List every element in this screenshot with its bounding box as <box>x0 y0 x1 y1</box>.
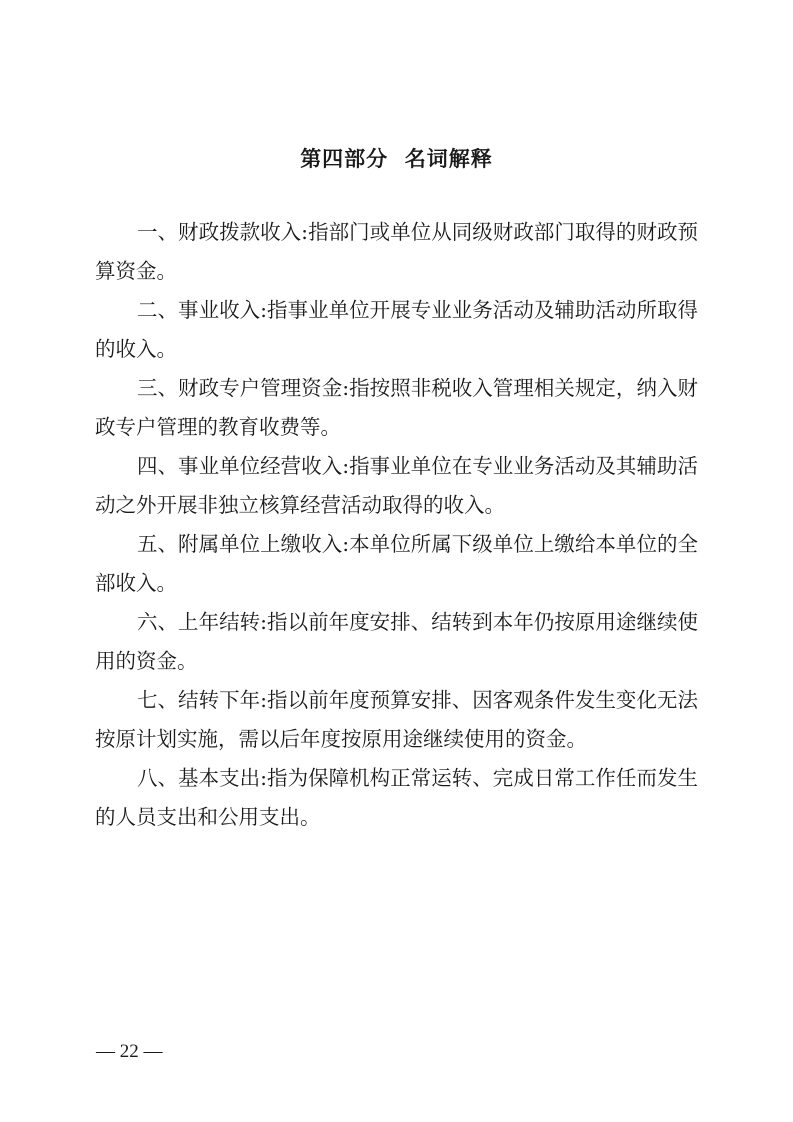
definition-paragraph: 八、基本支出:指为保障机构正常运转、完成日常工作任而发生的人员支出和公用支出。 <box>95 766 698 829</box>
definition-paragraph: 一、财政拨款收入:指部门或单位从同级财政部门取得的财政预算资金。 <box>95 220 698 283</box>
definitions-body <box>95 213 698 837</box>
definition-paragraph: 二、事业收入:指事业单位开展专业业务活动及辅助活动所取得的收入。 <box>95 298 698 361</box>
definition-paragraph: 四、事业单位经营收入:指事业单位在专业业务活动及其辅助活动之外开展非独立核算经营活动取得的收入。 <box>95 454 698 517</box>
definition-paragraph: 六、上年结转:指以前年度安排、结转到本年仍按原用途继续使用的资金。 <box>95 610 698 673</box>
page-number: — 22 — <box>96 1041 163 1062</box>
section-title: 第四部分 名词解释 <box>300 147 493 171</box>
definition-paragraph: 五、附属单位上缴收入:本单位所属下级单位上缴给本单位的全部收入。 <box>95 532 698 595</box>
definition-paragraph: 三、财政专户管理资金:指按照非税收入管理相关规定，纳入财政专户管理的教育收费等。 <box>95 376 698 439</box>
definition-paragraph: 七、结转下年:指以前年度预算安排、因客观条件发生变化无法按原计划实施，需以后年度按原用途继续使用的资金。 <box>95 688 698 751</box>
